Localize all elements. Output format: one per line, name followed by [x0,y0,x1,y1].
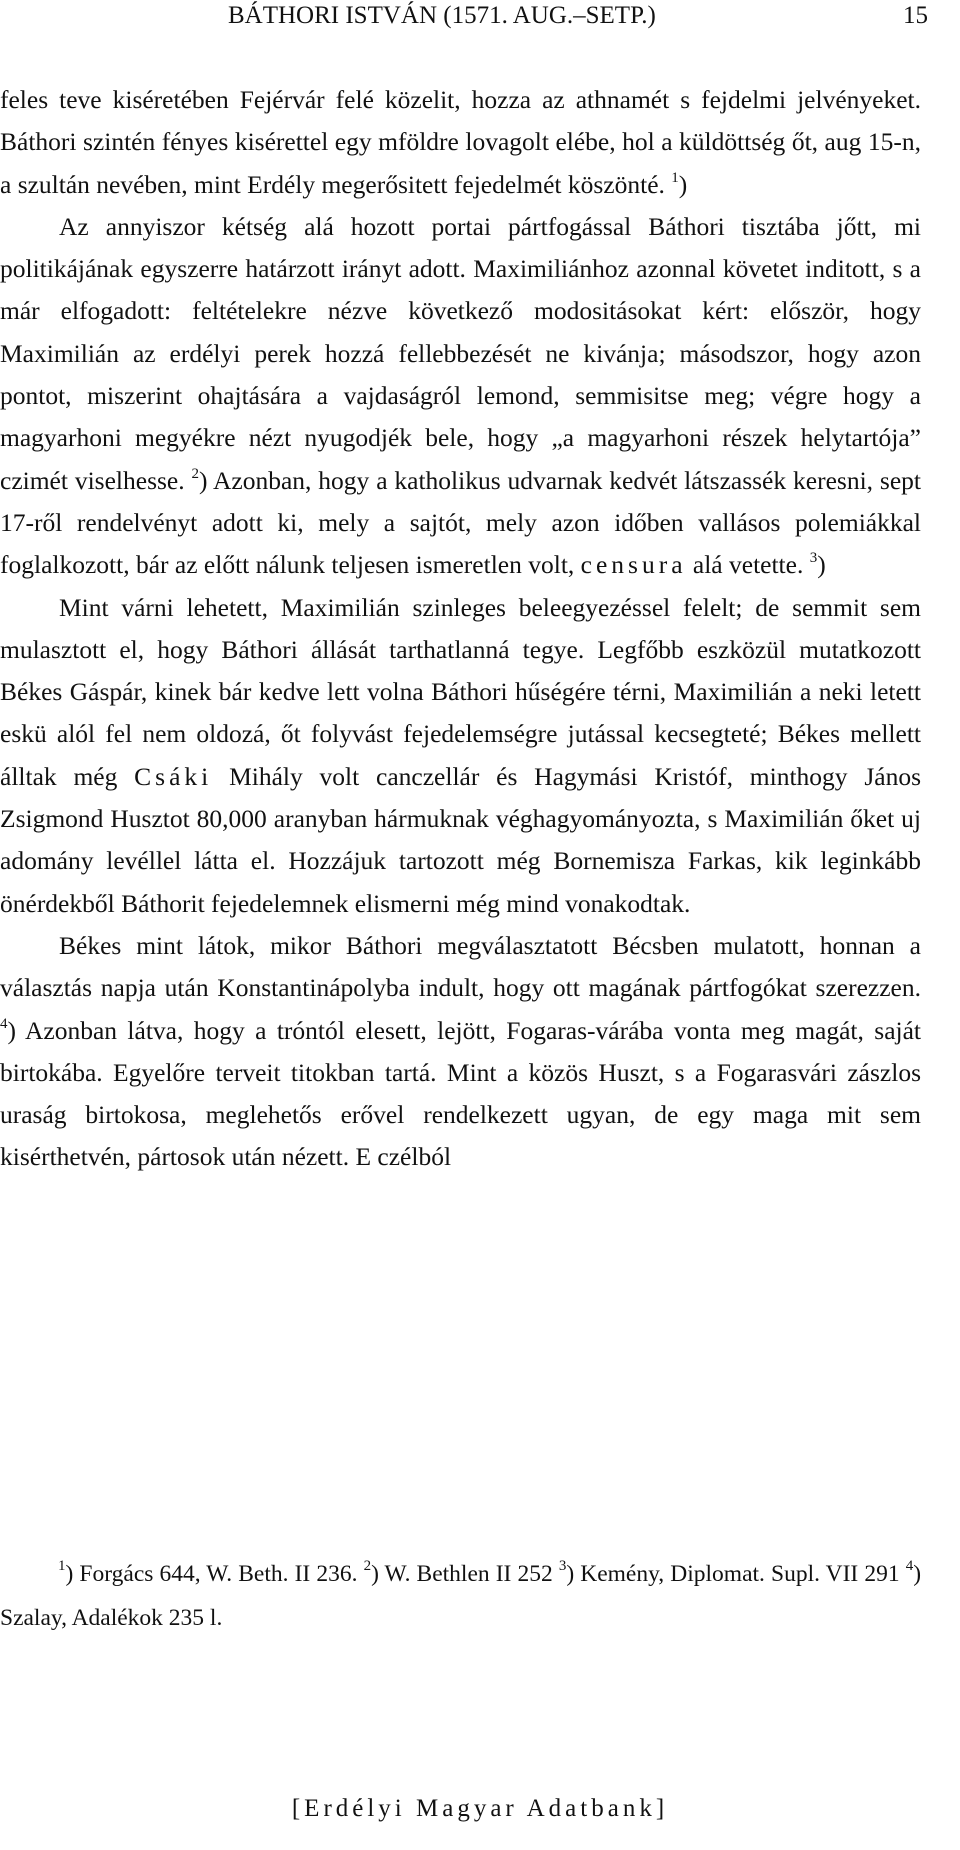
paragraph-text: ) [817,550,826,580]
paragraph-2 [0,206,921,587]
body-text [0,79,921,1179]
footnote-text-2: ) W. Bethlen II 252 [371,1561,553,1587]
paragraph-text: Az annyiszor kétség alá hozott portai pártfogással Báthori tisztába jőtt, mi politikájának egyszerre határzott irányt adott. Maximiliánhoz azonnal követet inditott, s a már elfogadott: feltételekre nézve következő modositásokat kért: először, hogy Maximilián az erdélyi perek hozzá fellebbezését ne kivánja; másodszor, hogy azon pontot, miszerint ohajtására a vajdaságról lemond, semmisitse meg; végre hogy a magyarhoni megyékre nézt nyugodjék bele, hogy „a magyarhoni részek helytartója” czimét viselhesse. [0,211,921,495]
footnote-text-3: ) Kemény, Diplomat. Supl. VII 291 [566,1561,900,1587]
paragraph-text: ) Azonban látva, hogy a tróntól elesett, lejött, Fogaras-várába vonta meg magát, saját birtokába. Egyelőre terveit titokban tartá. Mint a közös Huszt, s a Fogarasvári zászlos uraság birtokosa, meglehetős erővel rendelkezett ugyan, de egy maga mit sem kisérthetvén, pártosok után nézett. E czélból [0,1015,921,1172]
footnotes [0,1552,921,1640]
footnote-ref-2: 2 [191,465,200,482]
paragraph-text: ) [678,169,688,199]
running-header-title: BÁTHORI ISTVÁN (1571. AUG.–SETP.) [228,2,656,29]
paragraph-1 [0,79,921,206]
footnote-ref-4: 4 [0,1015,8,1032]
page-number: 15 [903,2,928,29]
paragraph-3 [0,587,921,925]
emphasis-spaced-censura: censura [580,550,687,580]
paragraph-text: Mint várni lehetett, Maximilián szinleges beleegyezéssel felelt; de semmit sem mulasztott el, hogy Báthori állását tarthatlanná tegye. Legfőbb eszközül mutatkozott Békes Gáspár, kinek bár kedve lett volna Báthori hűségére térni, Maximilián a neki letett eskü alól fel nem oldozá, őt folyvást fejedelemségre jutással kecsegteté; Békes mellett álltak még [0,592,921,791]
footnote-marker-1: 1 [58,1558,66,1574]
paragraph-text: feles teve kiséretében Fejérvár felé közelit, hozza az athnamét s fejdelmi jelvényeket. Báthori szintén fényes kisérettel egy mföldre lovagolt elébe, hol a küldöttség őt, aug 15-n, a szultán nevében, mint Erdély megerősitett fejedelmét köszönté. [0,85,921,199]
footnote-text-1: ) Forgács 644, W. Beth. II 236. [65,1561,358,1587]
footnote-list [0,1552,921,1640]
emphasis-spaced-csaki: Csáki [134,761,213,791]
footnote-ref-3: 3 [809,550,818,567]
paragraph-text: ) Azonban, hogy a katholikus udvarnak kedvét látszassék keresni, sept 17-ről rendelvényt adott ki, mely a sajtót, mely azon időben vallásos polemiákkal foglalkozott, bár az előtt nálunk teljesen ismeretlen volt, [0,465,921,580]
footnote-marker-2: 2 [363,1558,372,1574]
footnote-marker-3: 3 [558,1558,567,1574]
footer-source: [Erdélyi Magyar Adatbank] [291,1795,669,1822]
paragraph-text: Békes mint látok, mikor Báthori megválasztatott Bécsben mulatott, honnan a választás napja után Konstantinápolyba indult, hogy ott magának pártfogókat szerezzen. [0,930,921,1003]
running-header [0,2,960,42]
paragraph-text: Mihály volt canczellár és Hagymási Kristóf, minthogy János Zsigmond Husztot 80,000 aranyban hármuknak véghagyományozta, s Maximilián őket uj adomány levéllel látta el. Hozzájuk tartozott még Bornemisza Farkas, kik leginkább önérdekből Báthorit fejedelemnek elismerni még mind vonakodtak. [0,761,922,918]
footnote-ref-1: 1 [671,169,679,186]
footnote-text-4: ) Szalay, Adalékok 235 l. [0,1561,922,1631]
paragraph-4 [0,925,921,1179]
footnote-marker-4: 4 [905,1558,914,1574]
paragraph-text: alá vetette. [692,550,804,580]
